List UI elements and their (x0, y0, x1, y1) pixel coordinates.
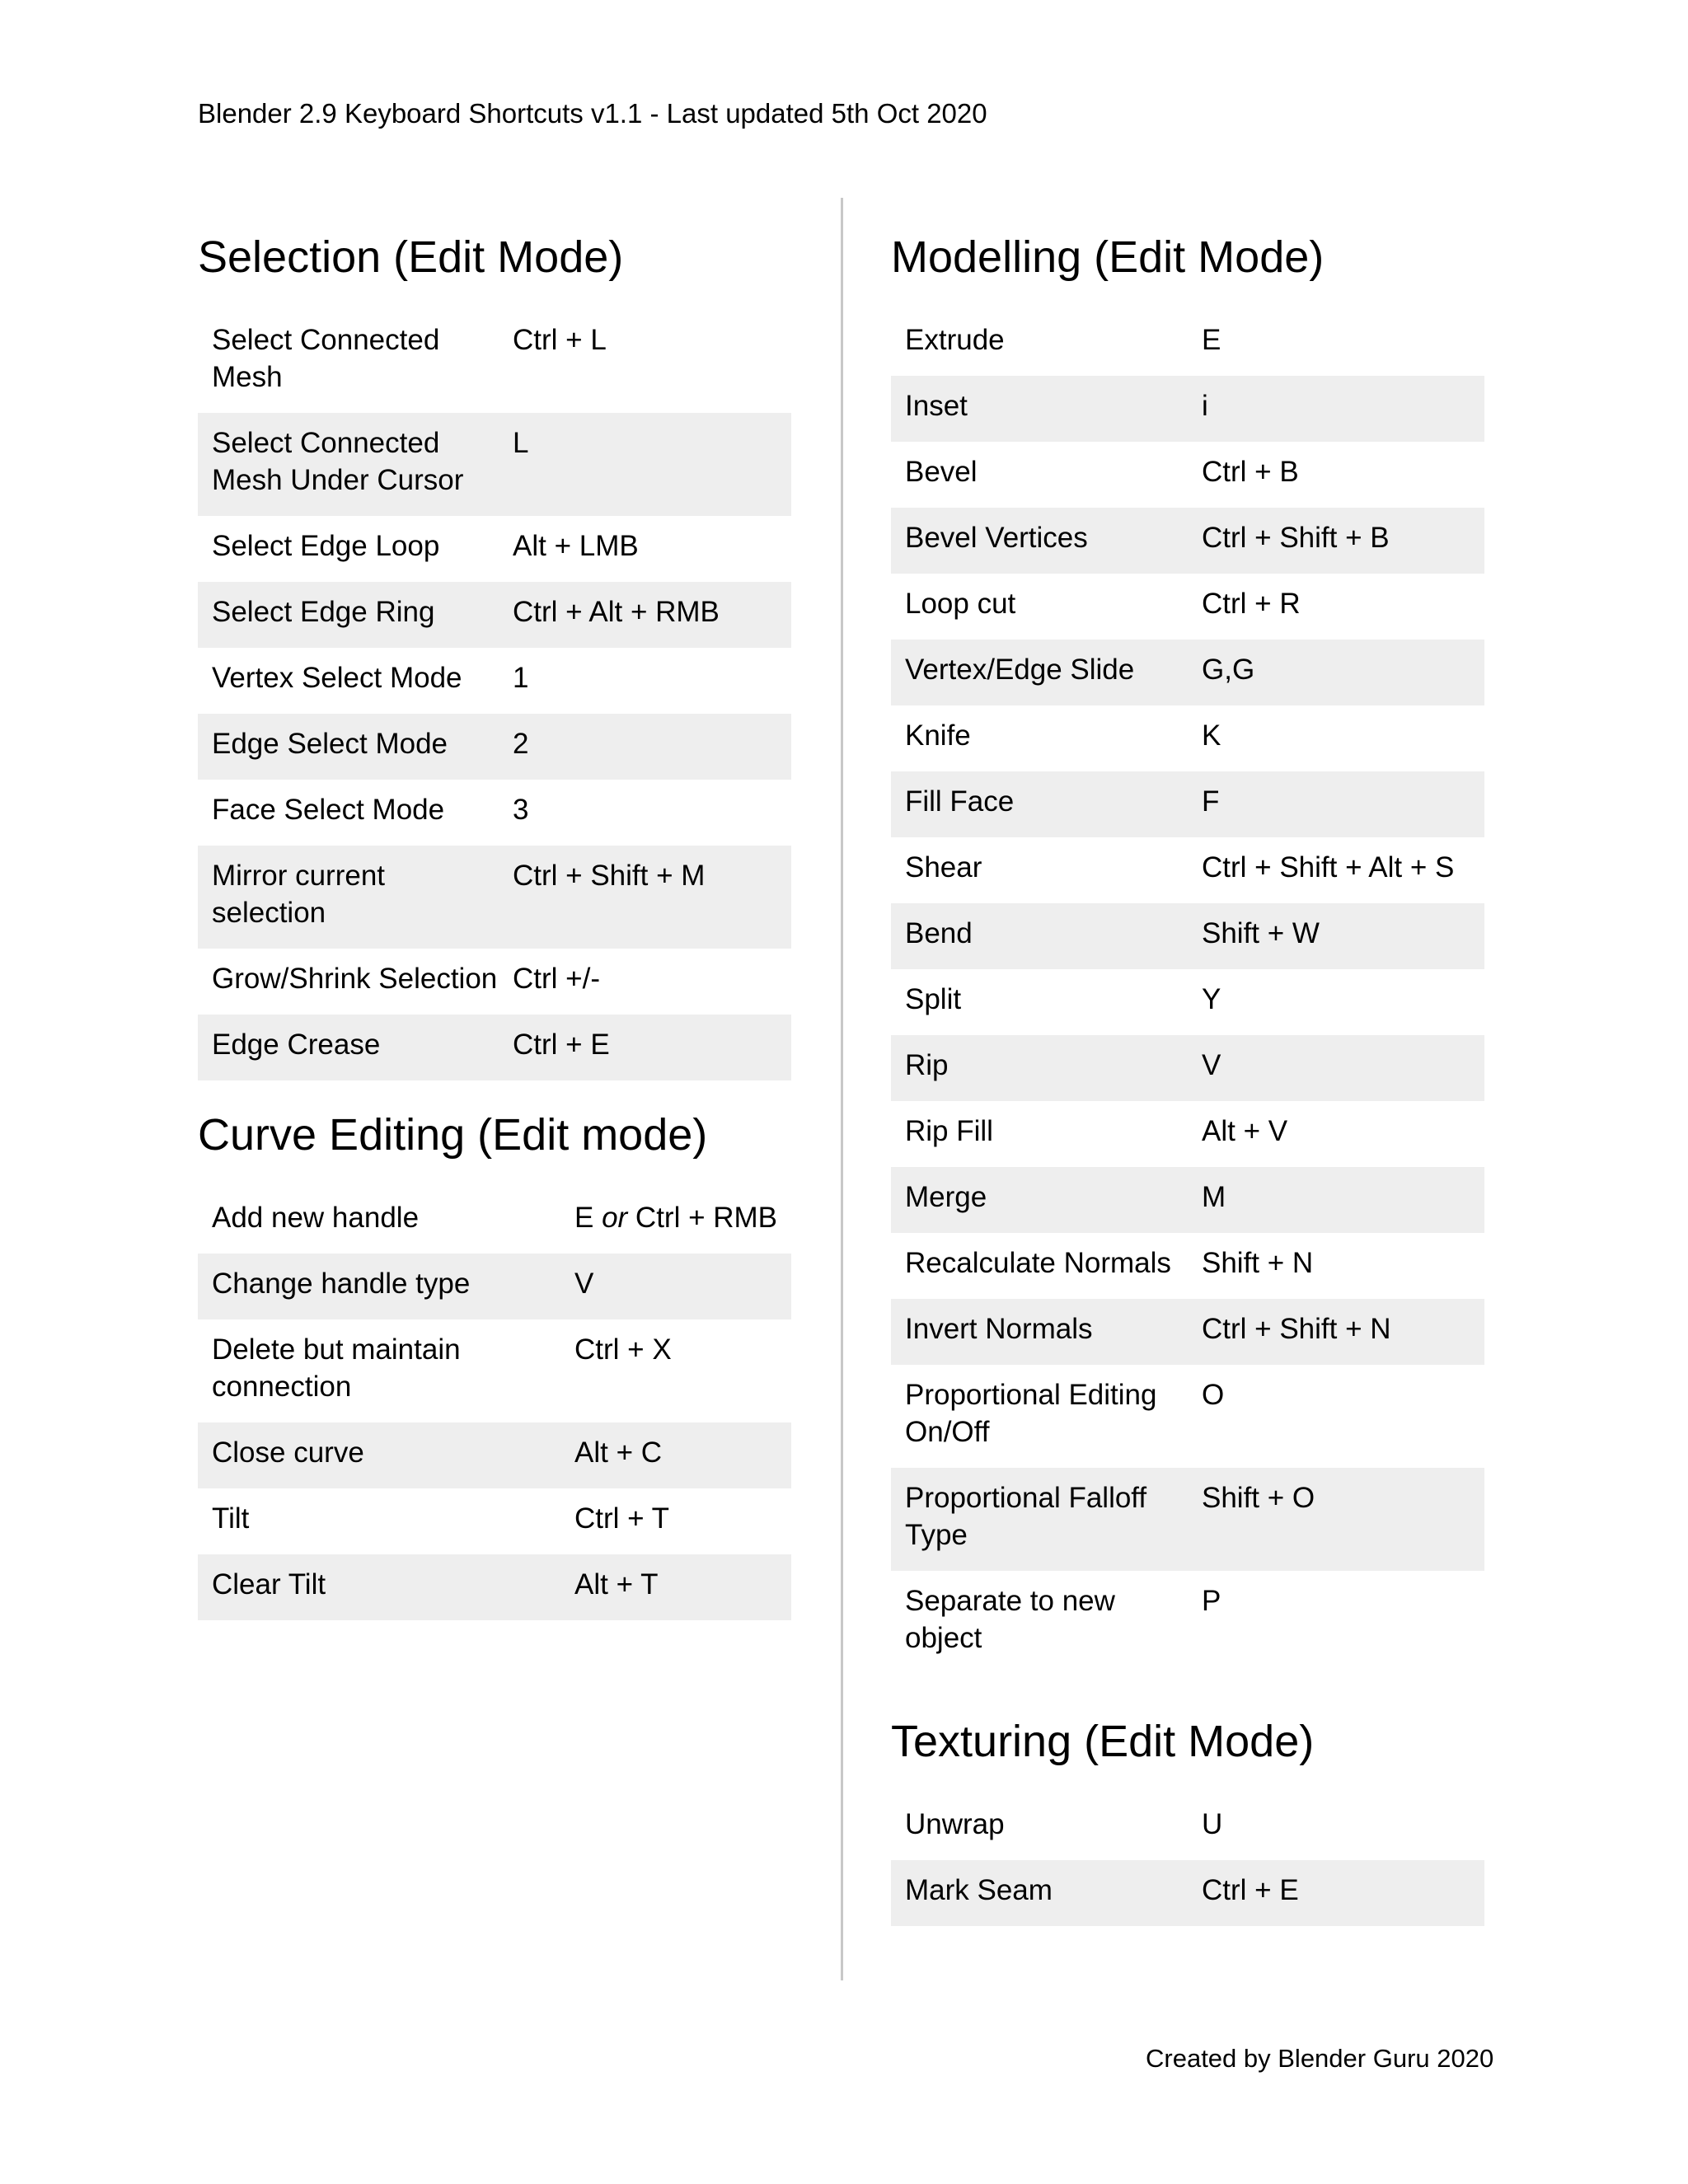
shortcut-keys: F (1188, 771, 1484, 837)
shortcut-keys: 2 (499, 714, 791, 780)
shortcut-action: Face Select Mode (212, 794, 445, 826)
shortcut-keys: Ctrl + E (1188, 1860, 1484, 1926)
shortcut-keys: P (1202, 1585, 1221, 1617)
shortcut-keys: Ctrl + Shift + Alt + S (1202, 851, 1455, 883)
shortcut-keys: Ctrl + R (1202, 588, 1301, 620)
table-row (891, 640, 1484, 705)
shortcut-action: Rip (891, 1035, 1188, 1101)
table-row (891, 705, 1484, 771)
shortcut-keys: Shift + O (1188, 1468, 1484, 1571)
shortcut-action: Select Connected Mesh Under Cursor (198, 413, 499, 516)
shortcut-action: Vertex/Edge Slide (891, 640, 1188, 705)
table-row (198, 1554, 791, 1620)
table-row (891, 1571, 1484, 1674)
table-row (198, 1488, 791, 1554)
section-title-selection: Selection (Edit Mode) (198, 232, 624, 282)
shortcut-action: Edge Select Mode (198, 714, 499, 780)
table-row (198, 1188, 791, 1254)
shortcut-action: Proportional Falloff Type (891, 1468, 1188, 1571)
shortcut-keys: Ctrl + Shift + M (499, 846, 791, 949)
shortcut-action: Recalculate Normals (905, 1247, 1171, 1279)
table-row (891, 1860, 1484, 1926)
table-row (198, 1254, 791, 1319)
shortcut-keys (560, 1188, 791, 1254)
section-texturing (891, 1715, 1484, 1926)
table-row (891, 969, 1484, 1035)
shortcut-keys: Ctrl + Shift + B (1188, 508, 1484, 574)
table-row (891, 1233, 1484, 1299)
shortcut-action: Knife (905, 719, 971, 752)
table-row (198, 310, 791, 413)
table-row (891, 376, 1484, 442)
shortcut-keys: G,G (1188, 640, 1484, 705)
keys-part: E (574, 1202, 603, 1234)
shortcut-keys: O (1202, 1379, 1225, 1411)
table-row (891, 1035, 1484, 1101)
shortcut-action: Change handle type (198, 1254, 560, 1319)
shortcut-keys: 1 (513, 662, 529, 694)
table-row (891, 837, 1484, 903)
shortcut-keys: Ctrl + L (513, 324, 607, 356)
table-row (891, 310, 1484, 376)
section-title-modelling: Modelling (Edit Mode) (891, 232, 1325, 282)
table-row (891, 1167, 1484, 1233)
section-curve-editing (198, 1108, 791, 1620)
shortcut-action: Extrude (905, 324, 1005, 356)
shortcut-action: Bevel (905, 456, 978, 488)
shortcut-action: Select Edge Ring (198, 582, 499, 648)
shortcut-keys: V (1188, 1035, 1484, 1101)
shortcut-action: Shear (905, 851, 982, 883)
table-row (891, 442, 1484, 508)
shortcut-keys: Ctrl + Shift + N (1188, 1299, 1484, 1365)
table-row (891, 1365, 1484, 1468)
shortcut-action: Bevel Vertices (891, 508, 1188, 574)
shortcut-keys: U (1202, 1808, 1223, 1840)
section-title-curve-editing: Curve Editing (Edit mode) (198, 1110, 708, 1160)
table-row (198, 413, 791, 516)
shortcut-keys: Ctrl + B (1202, 456, 1299, 488)
table-row (198, 1319, 791, 1422)
shortcut-action: Unwrap (905, 1808, 1005, 1840)
table-row (198, 1422, 791, 1488)
shortcut-keys: Ctrl +/- (513, 963, 600, 995)
selection-table (198, 310, 791, 1080)
shortcut-action: Bend (891, 903, 1188, 969)
table-row (198, 516, 791, 582)
table-row (198, 846, 791, 949)
shortcut-action: Loop cut (905, 588, 1016, 620)
shortcut-action: Mark Seam (891, 1860, 1188, 1926)
table-row (198, 582, 791, 648)
table-row (198, 1015, 791, 1080)
shortcut-action: Split (905, 983, 962, 1015)
table-row (891, 574, 1484, 640)
shortcut-action: Tilt (212, 1502, 250, 1535)
shortcut-keys: E (1202, 324, 1221, 356)
shortcut-keys: Alt + C (560, 1422, 791, 1488)
shortcut-keys: Ctrl + Alt + RMB (499, 582, 791, 648)
shortcut-keys: M (1188, 1167, 1484, 1233)
shortcut-keys: Alt + T (560, 1554, 791, 1620)
section-selection (198, 231, 791, 1080)
table-row (891, 1468, 1484, 1571)
shortcut-keys: Ctrl + X (574, 1333, 672, 1366)
shortcut-keys: Shift + N (1202, 1247, 1314, 1279)
shortcut-action: Select Connected Mesh (212, 324, 440, 393)
shortcut-action: Merge (891, 1167, 1188, 1233)
shortcut-action: Separate to new object (905, 1585, 1115, 1654)
table-row (891, 1794, 1484, 1860)
shortcut-keys: K (1202, 719, 1221, 752)
shortcut-keys: Alt + LMB (513, 530, 639, 562)
shortcut-keys: Y (1202, 983, 1221, 1015)
table-row (891, 1299, 1484, 1365)
shortcut-action: Mirror current selection (198, 846, 499, 949)
table-row (891, 1101, 1484, 1167)
section-modelling (891, 231, 1484, 1674)
table-row (891, 508, 1484, 574)
shortcut-keys: Shift + W (1188, 903, 1484, 969)
table-row (891, 771, 1484, 837)
section-title-texturing: Texturing (Edit Mode) (891, 1717, 1315, 1766)
left-column (198, 231, 791, 1620)
shortcut-keys: 3 (513, 794, 529, 826)
table-row (198, 648, 791, 714)
shortcut-keys: Alt + V (1202, 1115, 1288, 1147)
shortcut-action: Proportional Editing On/Off (905, 1379, 1157, 1448)
shortcut-keys: Ctrl + E (499, 1015, 791, 1080)
shortcut-action: Invert Normals (891, 1299, 1188, 1365)
texturing-table (891, 1794, 1484, 1926)
right-column (891, 231, 1484, 1926)
shortcut-action: Clear Tilt (198, 1554, 560, 1620)
keys-or-word: or (602, 1202, 628, 1234)
table-row (891, 903, 1484, 969)
shortcut-action: Fill Face (891, 771, 1188, 837)
shortcut-keys: i (1188, 376, 1484, 442)
table-row (198, 949, 791, 1015)
shortcut-action: Edge Crease (198, 1015, 499, 1080)
shortcut-keys: L (499, 413, 791, 516)
shortcut-action: Close curve (198, 1422, 560, 1488)
column-divider (841, 198, 843, 1980)
shortcut-action: Vertex Select Mode (212, 662, 462, 694)
shortcut-action: Select Edge Loop (212, 530, 440, 562)
page-header: Blender 2.9 Keyboard Shortcuts v1.1 - Last updated 5th Oct 2020 (198, 98, 987, 129)
modelling-table (891, 310, 1484, 1674)
table-row (198, 714, 791, 780)
shortcut-action: Grow/Shrink Selection (212, 963, 498, 995)
shortcut-keys: V (560, 1254, 791, 1319)
shortcut-keys: Ctrl + T (574, 1502, 670, 1535)
table-row (198, 780, 791, 846)
shortcut-action: Rip Fill (905, 1115, 993, 1147)
keys-part: Ctrl + RMB (627, 1202, 778, 1234)
shortcut-action: Add new handle (212, 1202, 420, 1234)
shortcut-action: Delete but maintain connection (212, 1333, 461, 1403)
page-footer: Created by Blender Guru 2020 (1146, 2044, 1494, 2073)
shortcut-action: Inset (891, 376, 1188, 442)
curve-editing-table (198, 1188, 791, 1620)
